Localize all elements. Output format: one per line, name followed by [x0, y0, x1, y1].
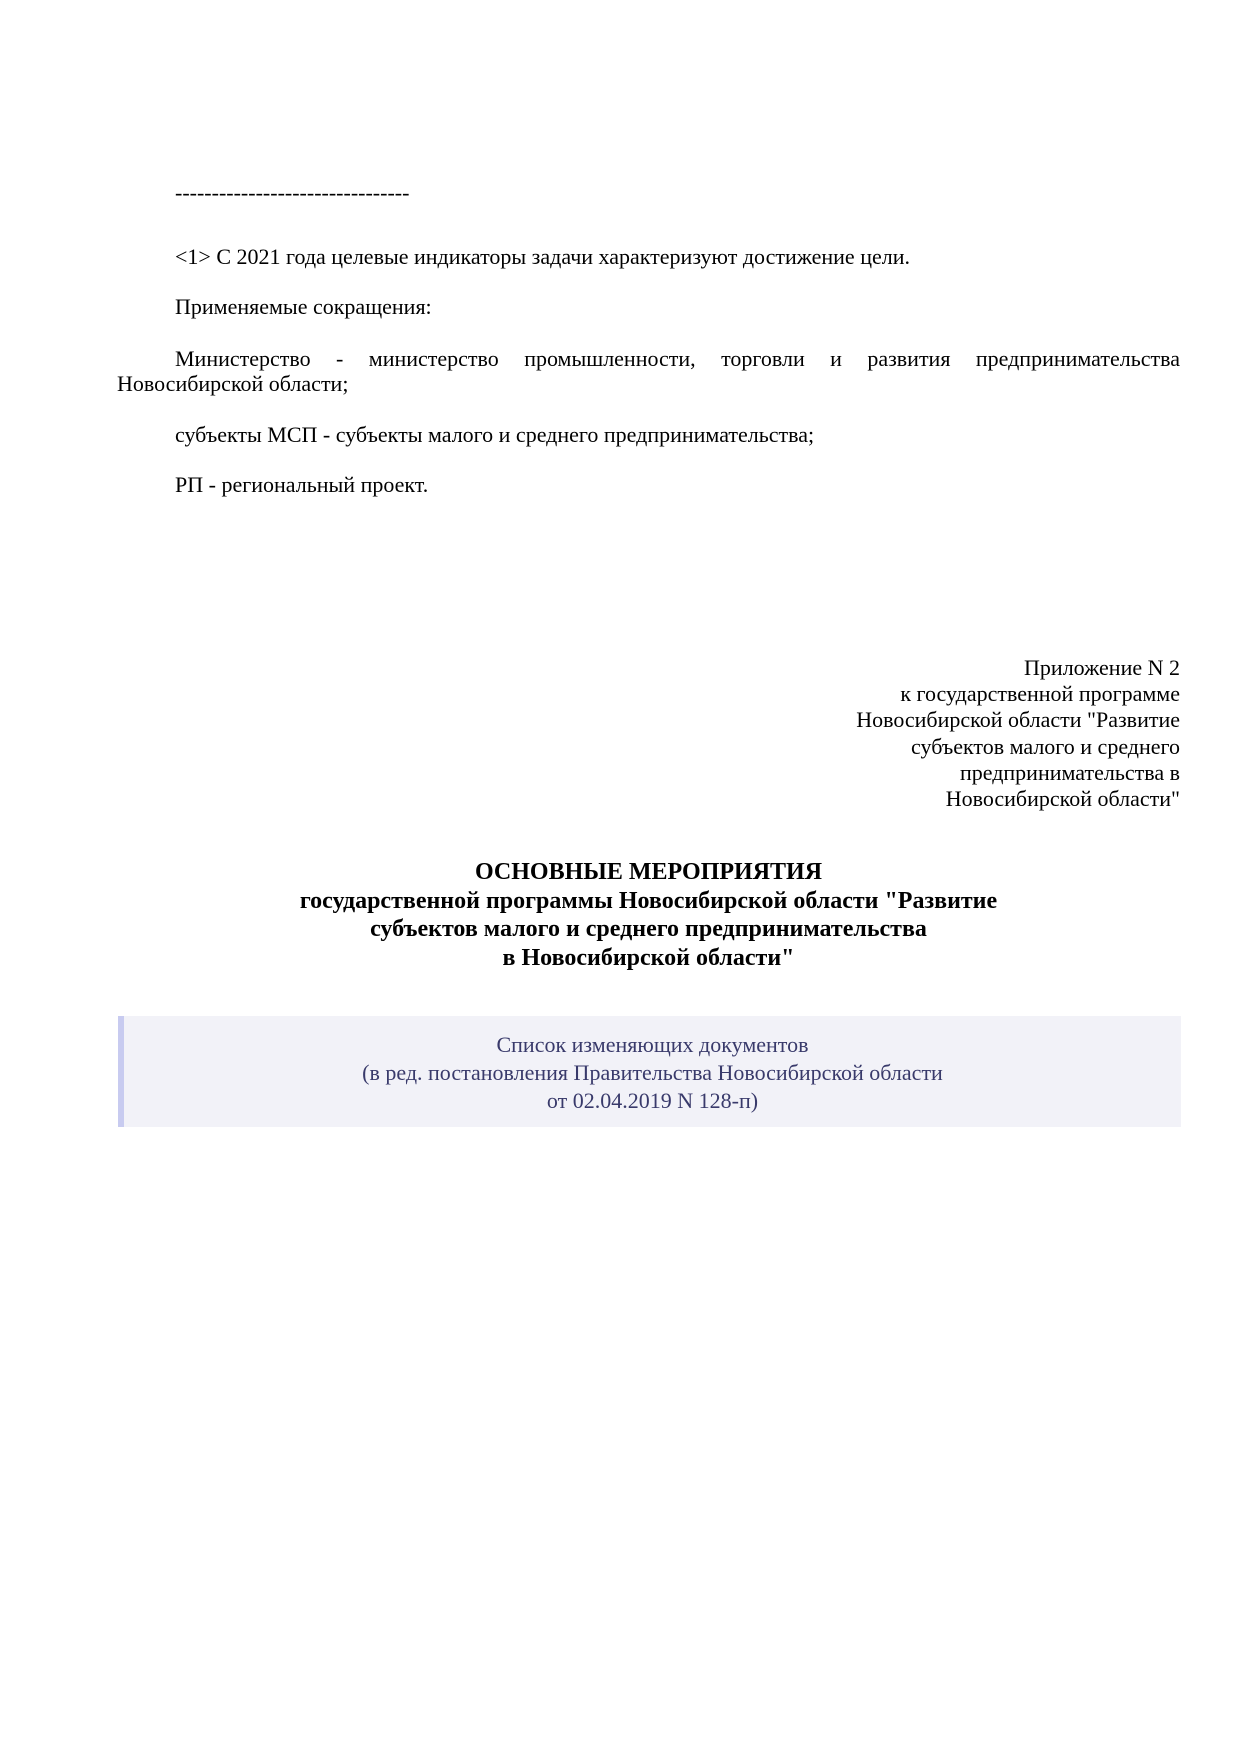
- document-heading: [117, 858, 1180, 973]
- footnote-separator: --------------------------------: [175, 180, 410, 205]
- amending-document-line: от 02.04.2019 N 128-п): [546, 1088, 759, 1113]
- appendix-line: субъектов малого и среднего: [911, 733, 1180, 759]
- appendix-line: предпринимательства в: [959, 759, 1180, 785]
- appendix-reference: [856, 655, 1180, 812]
- abbreviation-rp: РП - региональный проект.: [175, 472, 429, 497]
- heading-subtitle-line: государственной программы Новосибирской области "Развитие: [299, 887, 998, 914]
- abbreviation-msp: субъекты МСП - субъекты малого и среднего предпринимательства;: [175, 422, 815, 447]
- appendix-line: Новосибирской области": [945, 786, 1180, 812]
- appendix-line: Новосибирской области "Развитие: [856, 707, 1180, 733]
- footnote-1: <1> С 2021 года целевые индикаторы задачи характеризуют достижение цели.: [175, 244, 910, 269]
- abbreviation-ministry: Министерство - министерство промышленности, торговли и развития предпринимательства Новосибирской области;: [117, 346, 1180, 396]
- appendix-line: к государственной программе: [900, 681, 1180, 707]
- heading-title: ОСНОВНЫЕ МЕРОПРИЯТИЯ: [474, 859, 823, 885]
- heading-subtitle-line: в Новосибирской области": [502, 945, 795, 972]
- amending-document-line: (в ред. постановления Правительства Новосибирской области: [362, 1060, 943, 1085]
- appendix-line: Приложение N 2: [1024, 655, 1180, 680]
- abbreviations-title: Применяемые сокращения:: [175, 294, 432, 319]
- heading-subtitle-line: субъектов малого и среднего предпринимательства: [370, 916, 927, 943]
- amending-documents-title: Список изменяющих документов: [496, 1032, 809, 1057]
- amending-documents-box: [118, 1016, 1181, 1127]
